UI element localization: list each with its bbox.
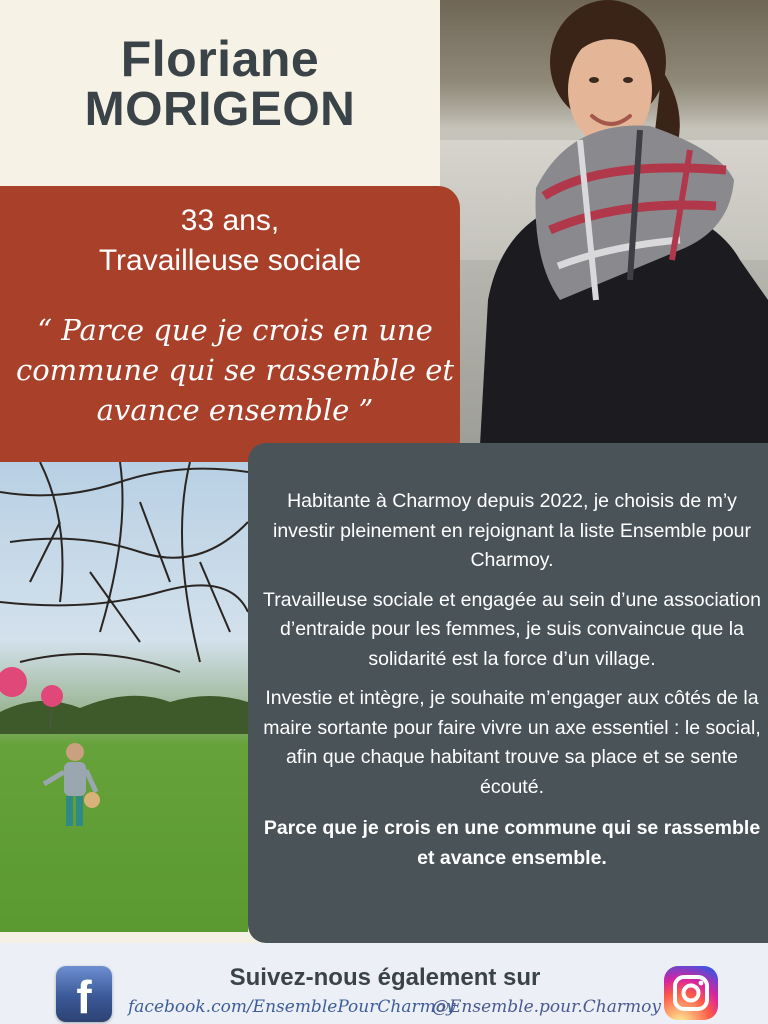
instagram-link[interactable]: @Ensemble.pour.Charmoy bbox=[432, 997, 661, 1017]
facebook-link[interactable]: facebook.com/EnsemblePourCharmoy bbox=[128, 997, 456, 1017]
bio-text bbox=[262, 487, 762, 883]
meadow-photo bbox=[0, 462, 248, 932]
facebook-glyph: f bbox=[76, 971, 92, 1023]
candidate-first-name: Floriane bbox=[120, 31, 320, 87]
instagram-icon[interactable] bbox=[664, 966, 718, 1020]
portrait-photo bbox=[440, 0, 768, 445]
bio-paragraph: Investie et intègre, je souhaite m’engager aux côtés de la maire sortante pour faire vivre un axe essentiel : le social, afin que chaque habitant trouve sa place et se sente écouté. bbox=[263, 687, 761, 798]
facebook-icon[interactable] bbox=[56, 966, 112, 1022]
candidate-age: 33 ans, bbox=[180, 204, 280, 237]
candidate-last-name: MORIGEON bbox=[84, 83, 356, 136]
bio-closing-statement: Parce que je crois en une commune qui se rassemble et avance ensemble. bbox=[263, 817, 761, 869]
campaign-quote: “ Parce que je crois en une commune qui se rassemble et avance ensemble ” bbox=[15, 313, 455, 427]
bio-paragraph: Travailleuse sociale et engagée au sein d’une association d’entraide pour les femmes, je suis convaincue que la solidarité est la force d’un village. bbox=[263, 588, 761, 670]
follow-us-heading: Suivez-nous également sur bbox=[229, 964, 541, 991]
candidate-job: Travailleuse sociale bbox=[98, 244, 362, 277]
bio-paragraph: Habitante à Charmoy depuis 2022, je choisis de m’y investir pleinement en rejoignant la liste Ensemble pour Charmoy. bbox=[272, 490, 752, 571]
